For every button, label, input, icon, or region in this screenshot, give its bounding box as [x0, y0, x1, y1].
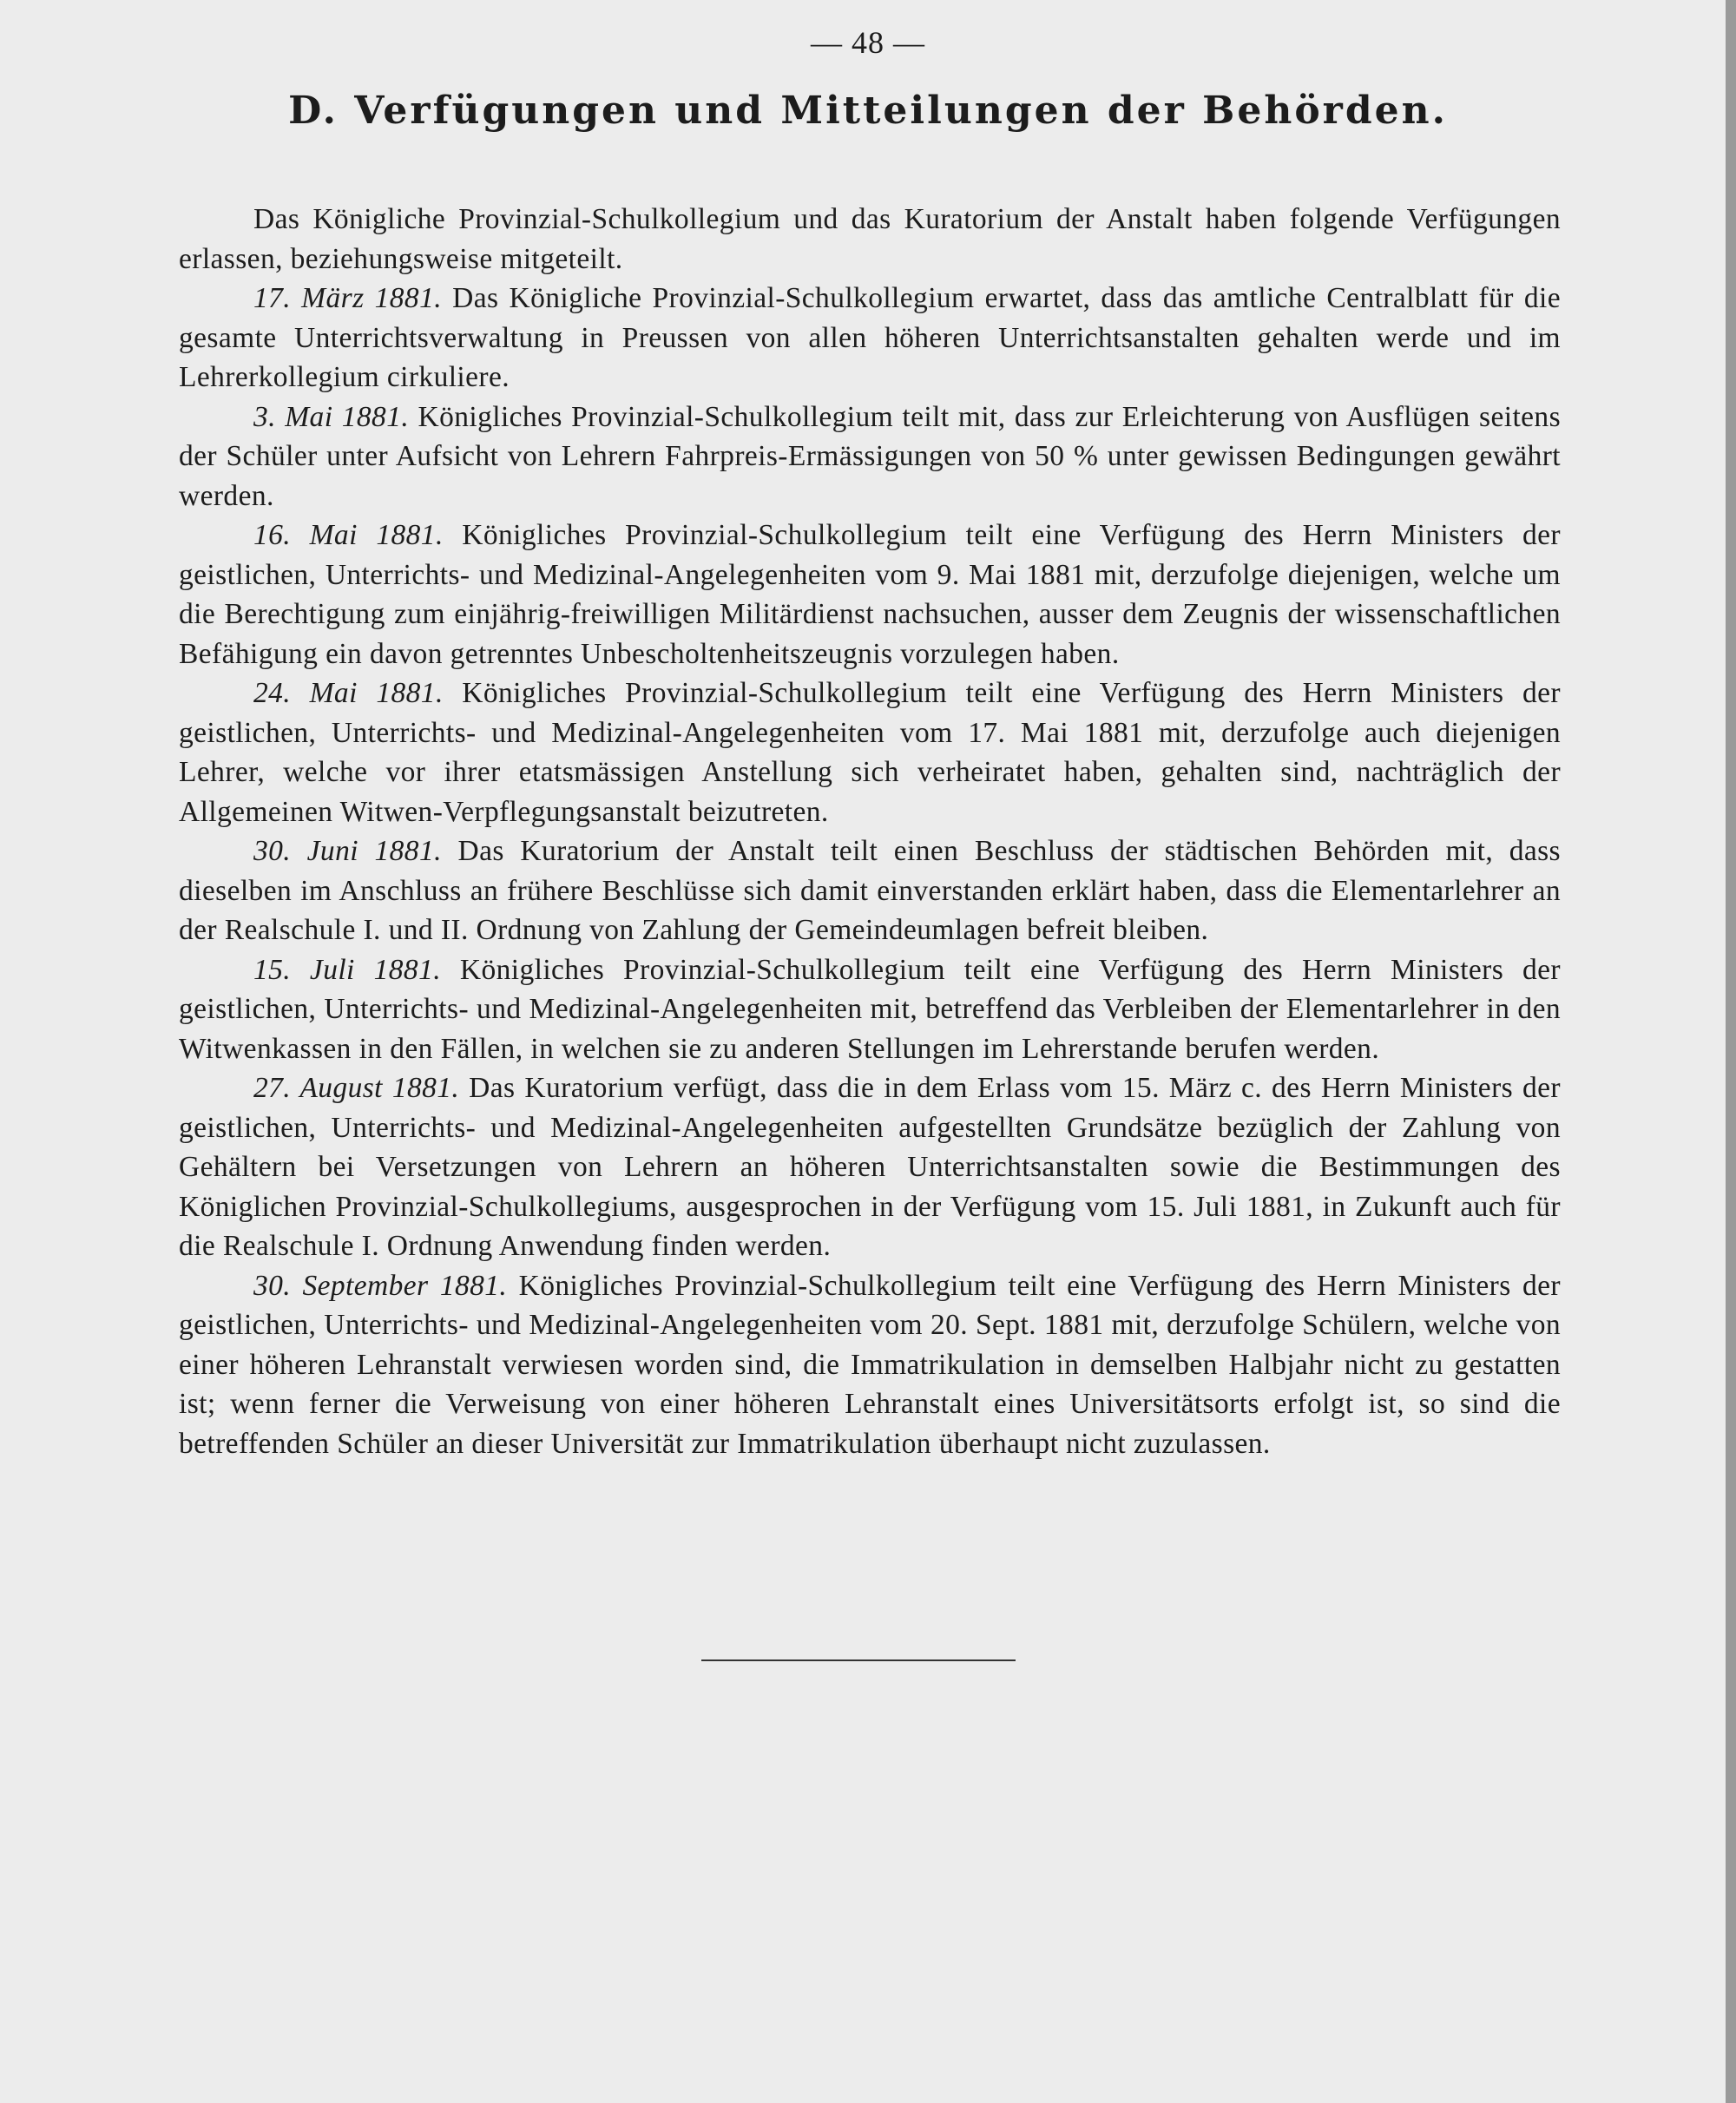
scanner-edge [1726, 0, 1736, 2103]
entry-text: Königliches Provinzial-Schulkollegium teilt mit, dass zur Erleichterung von Ausflügen seitens der Schüler unter Aufsicht von Lehrern Fahrpreis-Ermässigungen von 50 % unter gewissen Bedingungen gewährt werden. [179, 400, 1562, 512]
entry-paragraph [179, 1266, 1561, 1464]
entry-date: 3. Mai 1881. [253, 400, 410, 433]
entry-paragraph [179, 831, 1561, 950]
entry-text: Königliches Provinzial-Schulkollegium teilt eine Verfügung des Herrn Ministers der geistlichen, Unterrichts- und Medizinal-Angelegenheiten vom 20. Sept. 1881 mit, derzufolge Schülern, welche von einer höheren Lehranstalt verwiesen worden sind, die Immatrikulation in demselben Halbjahr nicht zu gestatten ist; wenn ferner die Verweisung von einer höheren Lehranstalt eines Universitätsorts erfolgt ist, so sind die betreffenden Schüler an dieser Universität zur Immatrikulation überhaupt nicht zuzulassen. [179, 1269, 1561, 1460]
entry-date: 16. Mai 1881. [253, 519, 444, 551]
intro-paragraph: Das Königliche Provinzial-Schulkollegium und das Kuratorium der Anstalt haben folgende Verfügungen erlassen, beziehungsweise mitgeteilt. [179, 203, 1561, 275]
entry-paragraph [179, 516, 1561, 674]
closing-rule [701, 1659, 1016, 1661]
entry-text: Königliches Provinzial-Schulkollegium teilt eine Verfügung des Herrn Ministers der geistlichen, Unterrichts- und Medizinal-Angelegenheiten mit, betreffend das Verbleiben der Elementarlehrer in den Witwenkassen in den Fällen, in welchen sie zu anderen Stellungen im Lehrerstande berufen werden. [179, 953, 1561, 1065]
entry-date: 30. September 1881. [253, 1269, 508, 1302]
entry-text: Königliches Provinzial-Schulkollegium teilt eine Verfügung des Herrn Ministers der geistlichen, Unterrichts- und Medizinal-Angelegenheiten vom 9. Mai 1881 mit, derzufolge diejenigen, welche um die Berechtigung zum einjährig-freiwilligen Militärdienst nachsuchen, ausser dem Zeugnis der wissenschaftlichen Befähigung ein davon getrenntes Unbescholtenheitszeugnis vorzulegen haben. [179, 519, 1561, 670]
entry-text: Das Königliche Provinzial-Schulkollegium erwartet, dass das amtliche Centralblatt für die gesamte Unterrichtsverwaltung in Preussen von allen höheren Unterrichtsanstalten gehalten werde und im Lehrerkollegium cirkuliere. [179, 282, 1561, 393]
entry-paragraph [179, 1068, 1561, 1266]
document-body [179, 200, 1561, 1463]
entry-paragraph [179, 398, 1561, 516]
entry-text: Königliches Provinzial-Schulkollegium teilt eine Verfügung des Herrn Ministers der geistlichen, Unterrichts- und Medizinal-Angelegenheiten vom 17. Mai 1881 mit, derzufolge auch diejenigen Lehrer, welche vor ihrer etatsmässigen Anstellung sich verheiratet haben, gehalten sind, nachträglich der Allgemeinen Witwen-Verpflegungsanstalt beizutreten. [179, 677, 1561, 828]
entry-paragraph [179, 950, 1561, 1069]
entry-text: Das Kuratorium verfügt, dass die in dem Erlass vom 15. März c. des Herrn Ministers der geistlichen, Unterrichts- und Medizinal-Angelegenheiten aufgestellten Grundsätze bezüglich der Zahlung von Gehältern bei Versetzungen von Lehrern an höheren Unterrichtsanstalten sowie die Bestimmungen des Königlichen Provinzial-Schulkollegiums, ausgesprochen in der Verfügung vom 15. Juli 1881, in Zukunft auch für die Realschule I. Ordnung Anwendung finden werden. [179, 1072, 1561, 1262]
page-number: — 48 — [811, 25, 925, 60]
entry-date: 24. Mai 1881. [253, 677, 444, 709]
entry-paragraph [179, 279, 1561, 398]
entry-date: 30. Juni 1881. [253, 835, 442, 867]
entry-date: 17. März 1881. [253, 282, 442, 314]
entry-date: 27. August 1881. [253, 1072, 460, 1104]
entry-text: Das Kuratorium der Anstalt teilt einen Beschluss der städtischen Behörden mit, dass dieselben im Anschluss an frühere Beschlüsse sich damit einverstanden erklärt haben, dass die Elementarlehrer an der Realschule I. und II. Ordnung von Zahlung der Gemeindeumlagen befreit bleiben. [179, 835, 1561, 946]
entry-paragraph [179, 674, 1561, 831]
entry-date: 15. Juli 1881. [253, 953, 441, 986]
section-title: D. Verfügungen und Mitteilungen der Behörden. [288, 89, 1448, 133]
